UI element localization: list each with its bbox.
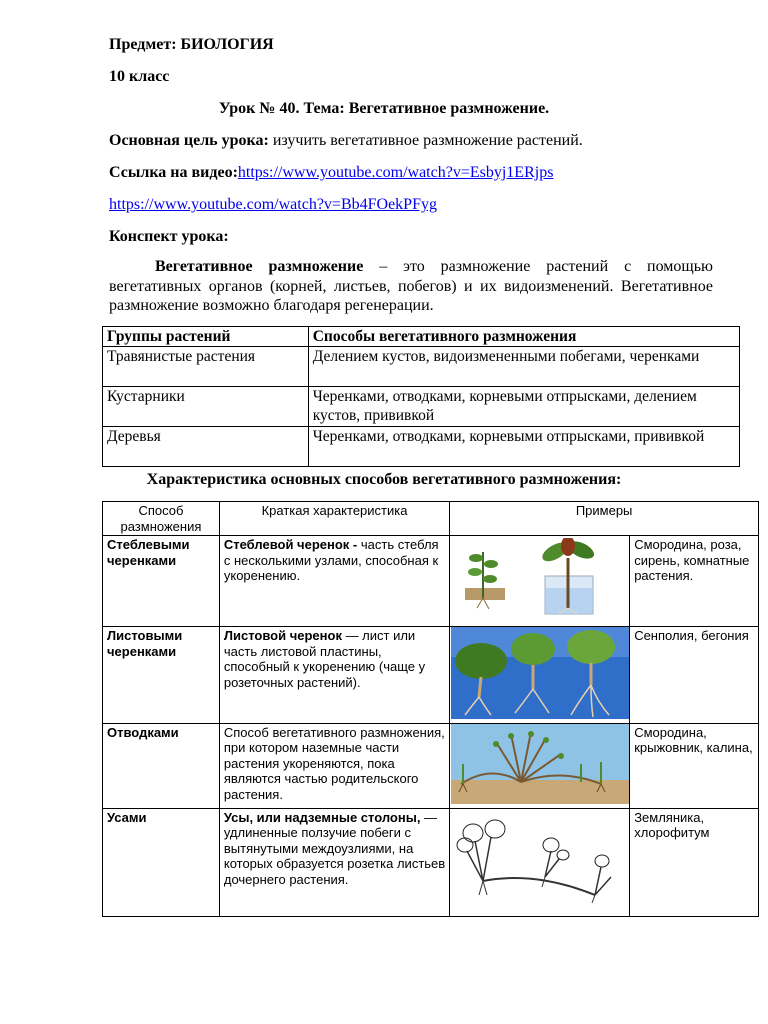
examples-cell: Смородина, роза, сирень, комнатные растения. (630, 536, 759, 627)
lesson-title: Урок № 40. Тема: Вегетативное размножение. (218, 100, 550, 117)
desc-cell (219, 536, 449, 627)
table-row (103, 536, 759, 627)
methods-cell: Черенками, отводками, корневыми отпрысками, прививкой (308, 427, 739, 467)
desc-text: — лист или часть листовой пластины, способный к укоренению (чаще у розеточных растений). (223, 628, 426, 690)
example-image-cell (450, 723, 630, 808)
examples-cell: Смородина, крыжовник, калина, (630, 723, 759, 808)
grade-heading: 10 класс (109, 68, 170, 85)
desc-text: — удлиненные ползучие побеги с вытянутыми междоузлиями, на которых образуется розетка листьев дочернего растения. (223, 809, 446, 887)
goal-label: Основная цель урока: (109, 132, 269, 149)
group-cell: Деревья (103, 427, 309, 467)
leaf-cutting-illustration (451, 627, 629, 719)
method-cell: Отводками (103, 723, 220, 808)
group-cell: Кустарники (103, 387, 309, 427)
header-method: Способ размножения (103, 502, 220, 536)
table-row (103, 808, 759, 917)
stem-cutting-illustration (455, 538, 625, 616)
groups-table-header (103, 327, 740, 347)
runner-illustration (455, 811, 625, 911)
summary-heading: Конспект урока: (109, 228, 229, 245)
goal-text: изучить вегетативное размножение растений. (268, 132, 583, 149)
methods-cell: Делением кустов, видоизмененными побегами, черенками (308, 347, 739, 387)
methods-cell: Черенками, отводками, корневыми отпрысками, делением кустов, прививкой (308, 387, 739, 427)
desc-cell (219, 723, 449, 808)
intro-paragraph (109, 257, 713, 316)
desc-text: Способ вегетативного размножения, при котором наземные части растения укореняются, пока являются частью родительского растения. (223, 724, 445, 802)
examples-cell: Сенполия, бегония (630, 627, 759, 724)
groups-header-methods: Способы вегетативного размножения (308, 327, 739, 347)
method-cell: Усами (103, 808, 220, 917)
examples-cell: Земляника, хлорофитум (630, 808, 759, 917)
video-link-1[interactable]: https://www.youtube.com/watch?v=Esbyj1ERjps (237, 164, 554, 181)
table-row (103, 627, 759, 724)
characteristics-title: Характеристика основных способов вегетативного размножения: (146, 471, 622, 488)
example-image-cell (450, 627, 630, 724)
example-image-cell (450, 536, 630, 627)
desc-term: Листовой черенок (223, 628, 342, 643)
lesson-goal (109, 131, 583, 151)
table-row (103, 723, 759, 808)
video-links-row (109, 163, 553, 183)
group-cell: Травянистые растения (103, 347, 309, 387)
desc-term: Стеблевой черенок - (223, 537, 361, 552)
layering-illustration (451, 724, 629, 804)
desc-cell (219, 627, 449, 724)
intro-text: – это размножение растений с помощью вегетативных органов (корней, листьев, побегов) и их видоизменений. Вегетативное размножение возможно благодаря регенерации. (109, 258, 714, 314)
desc-text: часть стебля с несколькими узлами, способная к укоренению. (223, 537, 439, 583)
groups-header-group: Группы растений (103, 327, 309, 347)
method-cell: Листовыми черенками (103, 627, 220, 724)
subject-heading: Предмет: БИОЛОГИЯ (109, 36, 274, 53)
groups-table (102, 326, 740, 467)
characteristics-header (103, 502, 759, 536)
header-desc: Краткая характеристика (219, 502, 449, 536)
video-link-row-2 (109, 195, 437, 215)
example-image-cell (450, 808, 630, 917)
intro-term: Вегетативное размножение (155, 258, 364, 275)
video-label: Ссылка на видео: (109, 164, 238, 181)
header-examples: Примеры (450, 502, 759, 536)
video-link-2[interactable]: https://www.youtube.com/watch?v=Bb4FOekPFyg (109, 196, 437, 213)
table-row (103, 387, 740, 427)
table-row (103, 347, 740, 387)
table-row (103, 427, 740, 467)
desc-cell (219, 808, 449, 917)
characteristics-table (102, 501, 759, 917)
desc-term: Усы, или надземные столоны, (223, 809, 421, 825)
method-cell: Стеблевыми черенками (103, 536, 220, 627)
